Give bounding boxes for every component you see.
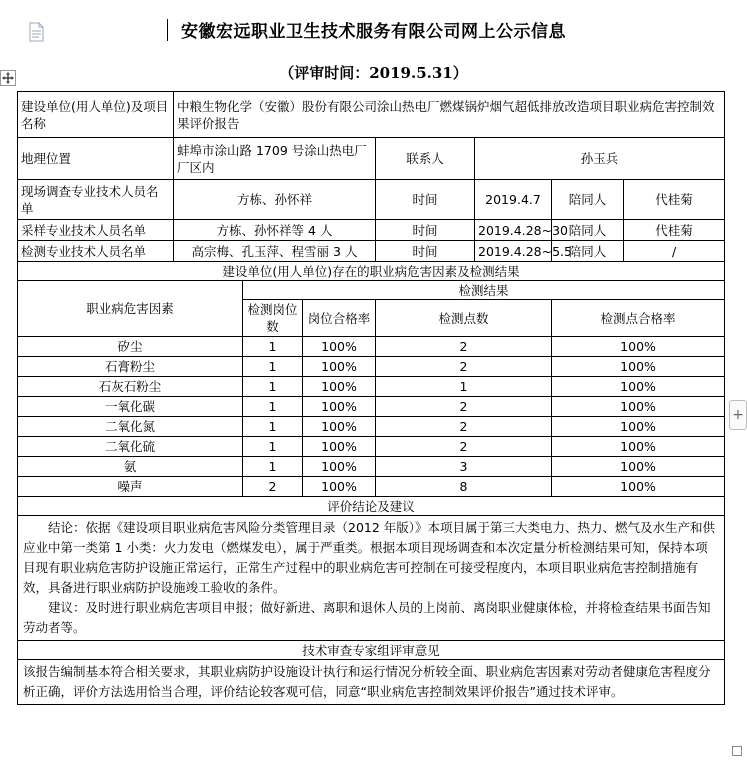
- posts-cell: 1: [243, 437, 303, 457]
- factor-cell: 噪声: [18, 477, 243, 497]
- factor-cell: 二氧化硫: [18, 437, 243, 457]
- results-header: 检测结果: [243, 281, 725, 300]
- table-row: [18, 457, 725, 477]
- posts-cell: 1: [243, 397, 303, 417]
- factor-cell: 矽尘: [18, 337, 243, 357]
- testing-escort: /: [624, 241, 725, 262]
- conclusion-body: [18, 516, 725, 641]
- survey-time: 2019.4.7: [475, 180, 552, 220]
- post-rate-cell: 100%: [303, 477, 376, 497]
- table-row: [18, 477, 725, 497]
- factor-cell: 二氧化氮: [18, 417, 243, 437]
- posts-cell: 1: [243, 457, 303, 477]
- sampling-names: 方栋、孙怀祥等 4 人: [174, 220, 376, 241]
- survey-escort-label: 陪同人: [552, 180, 624, 220]
- col-posts: 检测岗位数: [243, 300, 303, 337]
- factor-cell: 石灰石粉尘: [18, 377, 243, 397]
- unit-value: 中粮生物化学（安徽）股份有限公司涂山热电厂燃煤锅炉烟气超低排放改造项目职业病危害控制效果评价报告: [174, 92, 725, 138]
- point-rate-cell: 100%: [552, 477, 725, 497]
- sampling-label: 采样专业技术人员名单: [18, 220, 174, 241]
- unit-label: 建设单位(用人单位)及项目名称: [18, 92, 174, 138]
- points-cell: 1: [376, 377, 552, 397]
- post-rate-cell: 100%: [303, 357, 376, 377]
- survey-label: 现场调查专业技术人员名单: [18, 180, 174, 220]
- posts-cell: 2: [243, 477, 303, 497]
- page-title: 安徽宏远职业卫生技术服务有限公司网上公示信息: [181, 22, 566, 42]
- info-table[interactable]: [17, 91, 725, 705]
- survey-names: 方栋、孙怀祥: [174, 180, 376, 220]
- table-row: [18, 417, 725, 437]
- contact-label: 联系人: [376, 138, 475, 180]
- point-rate-cell: 100%: [552, 457, 725, 477]
- sampling-time-label: 时间: [376, 220, 475, 241]
- sampling-escort: 代桂菊: [624, 220, 725, 241]
- conclusion-text: 结论：依据《建设项目职业病危害风险分类管理目录（2012 年版）》本项目属于第三大类电力、热力、燃气及水生产和供应业中第一类第 1 小类：火力发电（燃煤发电），属于严重类。根据本项目现场调查和本次定量分析检测结果可知，保持本项目现有职业病危害防护设施正常运行，正常生产过程中的职业病危害可控制在可接受程度内，本项目职业病危害控制措施有效，具备进行职业病防护设施竣工验收的条件。: [23, 520, 716, 595]
- table-row: [18, 357, 725, 377]
- point-rate-cell: 100%: [552, 397, 725, 417]
- table-row: [18, 377, 725, 397]
- points-cell: 3: [376, 457, 552, 477]
- posts-cell: 1: [243, 377, 303, 397]
- sampling-escort-label: 陪同人: [552, 220, 624, 241]
- survey-escort: 代桂菊: [624, 180, 725, 220]
- point-rate-cell: 100%: [552, 437, 725, 457]
- location-value: 蚌埠市涂山路 1709 号涂山热电厂厂区内: [174, 138, 376, 180]
- col-point-rate: 检测点合格率: [552, 300, 725, 337]
- col-post-rate: 岗位合格率: [303, 300, 376, 337]
- posts-cell: 1: [243, 417, 303, 437]
- point-rate-cell: 100%: [552, 337, 725, 357]
- points-cell: 2: [376, 397, 552, 417]
- factor-cell: 石膏粉尘: [18, 357, 243, 377]
- location-label: 地理位置: [18, 138, 174, 180]
- survey-time-label: 时间: [376, 180, 475, 220]
- post-rate-cell: 100%: [303, 457, 376, 477]
- post-rate-cell: 100%: [303, 397, 376, 417]
- points-cell: 2: [376, 337, 552, 357]
- testing-escort-label: 陪同人: [552, 241, 624, 262]
- post-rate-cell: 100%: [303, 377, 376, 397]
- post-rate-cell: 100%: [303, 417, 376, 437]
- testing-time-label: 时间: [376, 241, 475, 262]
- points-cell: 2: [376, 437, 552, 457]
- add-row-icon[interactable]: +: [729, 400, 747, 430]
- point-rate-cell: 100%: [552, 417, 725, 437]
- factor-cell: 氨: [18, 457, 243, 477]
- posts-cell: 1: [243, 337, 303, 357]
- testing-label: 检测专业技术人员名单: [18, 241, 174, 262]
- col-points: 检测点数: [376, 300, 552, 337]
- resize-handle-icon[interactable]: [732, 746, 742, 756]
- table-row: [18, 437, 725, 457]
- review-text: 该报告编制基本符合相关要求，其职业病防护设施设计执行和运行情况分析较全面、职业病危害因素对劳动者健康危害程度分析正确，评价方法选用恰当合理，评价结论较客观可信，同意“职业病危害控制效果评价报告”通过技术评审。: [18, 660, 725, 705]
- factor-header: 职业病危害因素: [18, 281, 243, 337]
- post-rate-cell: 100%: [303, 437, 376, 457]
- points-cell: 2: [376, 357, 552, 377]
- posts-cell: 1: [243, 357, 303, 377]
- review-section-title: 技术审查专家组评审意见: [18, 641, 725, 660]
- contact-value: 孙玉兵: [475, 138, 725, 180]
- table-row: [18, 337, 725, 357]
- table-row: [18, 397, 725, 417]
- suggestion-text: 建议：及时进行职业病危害项目申报；做好新进、离职和退休人员的上岗前、离岗职业健康体检，并将检查结果书面告知劳动者等。: [23, 600, 711, 635]
- testing-names: 高宗梅、孔玉萍、程雪丽 3 人: [174, 241, 376, 262]
- point-rate-cell: 100%: [552, 377, 725, 397]
- points-cell: 2: [376, 417, 552, 437]
- sampling-time: 2019.4.28~30: [475, 220, 552, 241]
- conclusion-section-title: 评价结论及建议: [18, 497, 725, 516]
- points-cell: 8: [376, 477, 552, 497]
- point-rate-cell: 100%: [552, 357, 725, 377]
- post-rate-cell: 100%: [303, 337, 376, 357]
- factor-cell: 一氧化碳: [18, 397, 243, 417]
- review-time: （评审时间：2019.5.31）: [279, 64, 468, 82]
- testing-time: 2019.4.28~5.5: [475, 241, 552, 262]
- hazard-section-title: 建设单位(用人单位)存在的职业病危害因素及检测结果: [18, 262, 725, 281]
